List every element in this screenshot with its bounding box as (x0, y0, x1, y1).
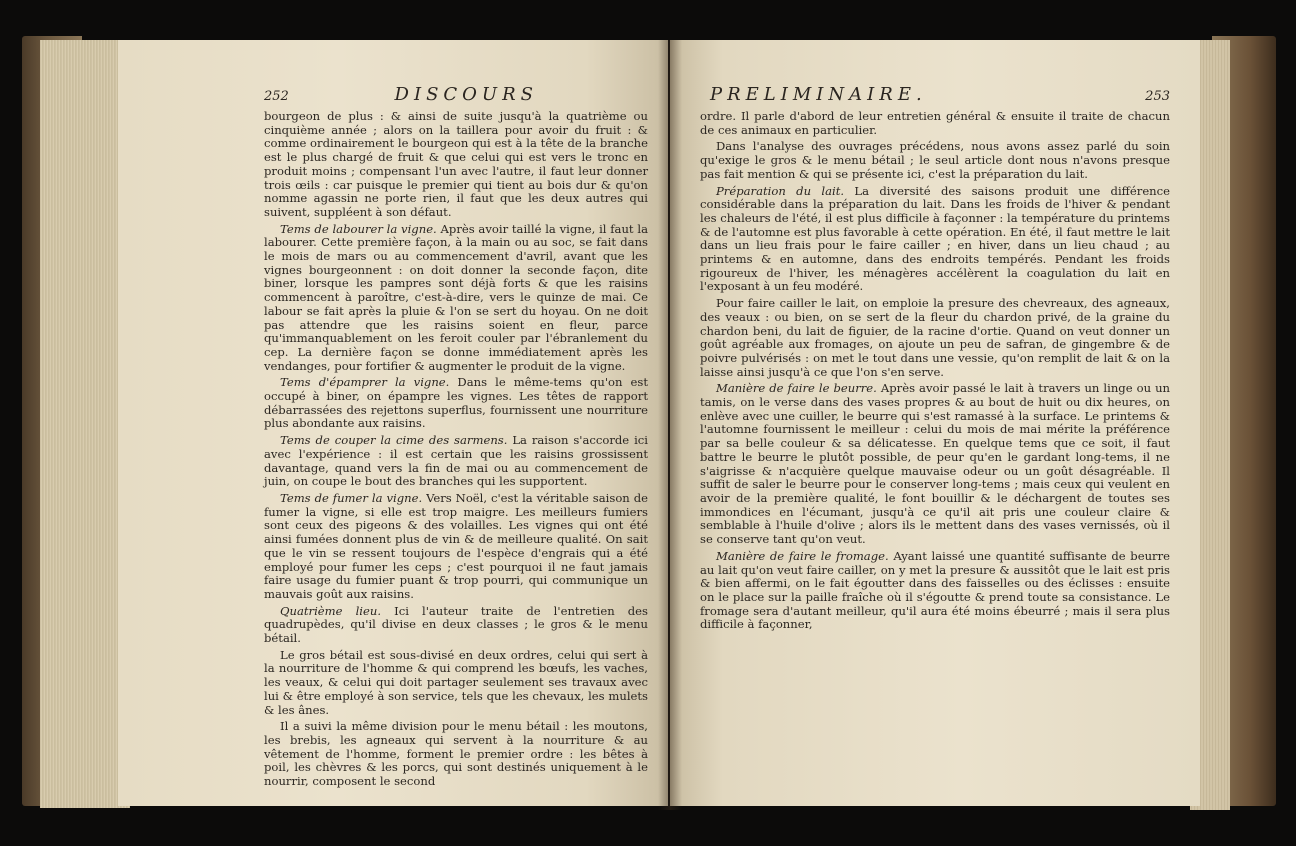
section-heading: Tems d'épamprer la vigne. (280, 375, 450, 390)
left-paragraph-2: Tems de labourer la vigne. Après avoir taillé la vigne, il faut la labourer. Cette première façon, à la main ou au soc, se fait dans le mois de mars ou au commencement d'avril, avant que les vignes bourgeonnent : on doit donner la seconde façon, dite biner, lorsque les pampres sont déjà forts & que les raisins commencent à paroître, c'est-à-dire, vers le quinze de mai. Ce labour se fait après la pluie & l'on se sert du hoyau. On ne doit pas attendre que les raisins soient en fleur, parce qu'immanquablement on les feroit couler par l'ébranlement du cep. La dernière façon se donne immédiatement après les vendanges, pour fortifier & augmenter le produit de la vigne. (264, 221, 648, 373)
right-paragraph-3: Préparation du lait. La diversité des saisons produit une différence considérable dans la préparation du lait. Dans les froids de l'hiver & pendant les chaleurs de l'été, il est plus difficile à façonner : la température du printems & de l'automne est plus favorable à cette opération. En été, il faut mettre le lait dans un lieu frais pour le faire cailler ; en hiver, dans un lieu chaud ; au printems & en automne, dans des endroits tempérés. Pendant les froids rigoureux de l'hiver, les ménagères accélèrent la coagulation du lait en l'exposant à un feu modéré. (700, 183, 1170, 294)
left-page-number: 252 (264, 89, 289, 104)
section-heading: Quatrième lieu. (280, 603, 382, 618)
section-heading: Manière de faire le fromage. (716, 548, 889, 563)
section-heading: Manière de faire le beurre. (716, 381, 877, 396)
page-edges-left (40, 40, 130, 808)
right-page (670, 40, 1200, 806)
left-running-title: DISCOURS (394, 84, 538, 105)
left-paragraph-6: Quatrième lieu. Ici l'auteur traite de l'entretien des quadrupèdes, qu'il divise en deux classes ; le gros & le menu bétail. (264, 603, 648, 646)
left-paragraph-5: Tems de fumer la vigne. Vers Noël, c'est la véritable saison de fumer la vigne, si elle est trop maigre. Les meilleurs fumiers sont ceux des pigeons & des volailles. Les vignes qui ont été ainsi fumées donnent plus de vin & de meilleure qualité. On sait que le vin se ressent toujours de l'espèce d'engrais qui a été employé pour fumer les ceps ; c'est pourquoi il ne faut jamais faire usage du fumier puant & trop pourri, qui communique un mauvais goût aux raisins. (264, 490, 648, 601)
left-paragraph-7: Le gros bétail est sous-divisé en deux ordres, celui qui sert à la nourriture de l'homme & qui comprend les bœufs, les vaches, les veaux, & celui qui doit partager seulement ses travaux avec lui & être employé à son service, tels que les chevaux, les mulets & les ânes. (264, 647, 648, 717)
right-page-number: 253 (1145, 89, 1170, 104)
right-page-text (700, 110, 1170, 632)
left-paragraph-8: Il a suivi la même division pour le menu bétail : les moutons, les brebis, les agneaux qui servent à la nourriture & au vêtement de l'homme, forment le premier ordre : les bêtes à poil, les chèvres & les porcs, qui sont destinés uniquement à le nourrir, composent le second (264, 719, 648, 789)
right-paragraph-1: ordre. Il parle d'abord de leur entretien général & ensuite il traite de chacun de ces animaux en particulier. (700, 109, 1170, 137)
right-paragraph-2: Dans l'analyse des ouvrages précédens, nous avons assez parlé du soin qu'exige le gros & le menu bétail ; le seul article dont nous n'avons presque pas fait mention & qui se présente ici, c'est la préparation du lait. (700, 139, 1170, 181)
left-running-header (264, 84, 648, 106)
section-heading: Tems de couper la cime des sarmens. (280, 433, 508, 448)
section-heading: Préparation du lait. (716, 183, 845, 198)
right-running-title: PRELIMINAIRE. (710, 84, 927, 105)
left-page (118, 40, 668, 806)
section-heading: Tems de labourer la vigne. (280, 221, 437, 236)
right-running-header (700, 84, 1170, 106)
left-paragraph-4: Tems de couper la cime des sarmens. La raison s'accorde ici avec l'expérience : il est certain que les raisins grossissent davantage, quand vers la fin de mai ou au commencement de juin, on coupe le bout des branches qui les supportent. (264, 433, 648, 489)
right-paragraph-4: Pour faire cailler le lait, on emploie la presure des chevreaux, des agneaux, des veaux : ou bien, on se sert de la fleur du chardon privé, de la graine du chardon beni, du lait de figuier, de la racine d'ortie. Quand on veut donner un goût agréable aux fromages, on ajoute un peu de safran, de gingembre & de poivre pulvérisés : on met le tout dans une vessie, qu'on remplit de lait & on la laisse ainsi jusqu'à ce que l'on s'en serve. (700, 296, 1170, 379)
right-paragraph-5: Manière de faire le beurre. Après avoir passé le lait à travers un linge ou un tamis, on le verse dans des vases propres & au bout de huit ou dix heures, on enlève avec une cuiller, le beurre qui s'est ramassé à la surface. Le printems & l'automne fournissent le meilleur : celui du mois de mai mérite la préférence par sa belle couleur & sa délicatesse. En quelque tems que ce soit, il faut battre le beurre le plutôt possible, de peur qu'en le gardant long-tems, il ne s'aigrisse & n'acquière quelque mauvaise odeur ou un goût désagréable. Il suffit de saler le beurre pour le conserver long-tems ; mais ceux qui veulent en avoir de la première qualité, le font bouillir & le déchargent de toutes ses immondices en l'écumant, jusqu'à ce qu'il ait pris une couleur claire & semblable à l'huile d'olive ; alors ils le mettent dans des vases vernissés, où il se conserve tant qu'on veut. (700, 381, 1170, 547)
left-paragraph-3: Tems d'épamprer la vigne. Dans le même-tems qu'on est occupé à biner, on épampre les vignes. Les têtes de rapport débarrassées des rejettons superflus, fournissent une nourriture plus abondante aux raisins. (264, 375, 648, 431)
book-gutter (658, 40, 682, 810)
left-page-text (264, 110, 648, 789)
right-paragraph-6: Manière de faire le fromage. Ayant laissé une quantité suffisante de beurre au lait qu'on veut faire cailler, on y met la presure & aussitôt que le lait est pris & bien affermi, on le fait égoutter dans des faisselles ou des éclisses : ensuite on le place sur la paille fraîche où il s'égoutte & prend toute sa consistance. Le fromage sera d'autant meilleur, qu'il aura été moins ébeurré ; mais il sera plus difficile à façonner, (700, 548, 1170, 632)
section-heading: Tems de fumer la vigne. (280, 490, 423, 505)
left-paragraph-1: bourgeon de plus : & ainsi de suite jusqu'à la quatrième ou cinquième année ; alors on la taillera pour avoir du fruit : & comme ordinairement le bourgeon qui est à la tête de la branche est le plus chargé de fruit & que celui qui est vers le tronc en produit moins ; compensant l'un avec l'autre, il faut leur donner trois œils : car puisque le premier qui tient au bois dur & qu'on nomme agassin ne porte rien, il faut que les deux autres qui suivent, suppléent à son défaut. (264, 109, 648, 219)
